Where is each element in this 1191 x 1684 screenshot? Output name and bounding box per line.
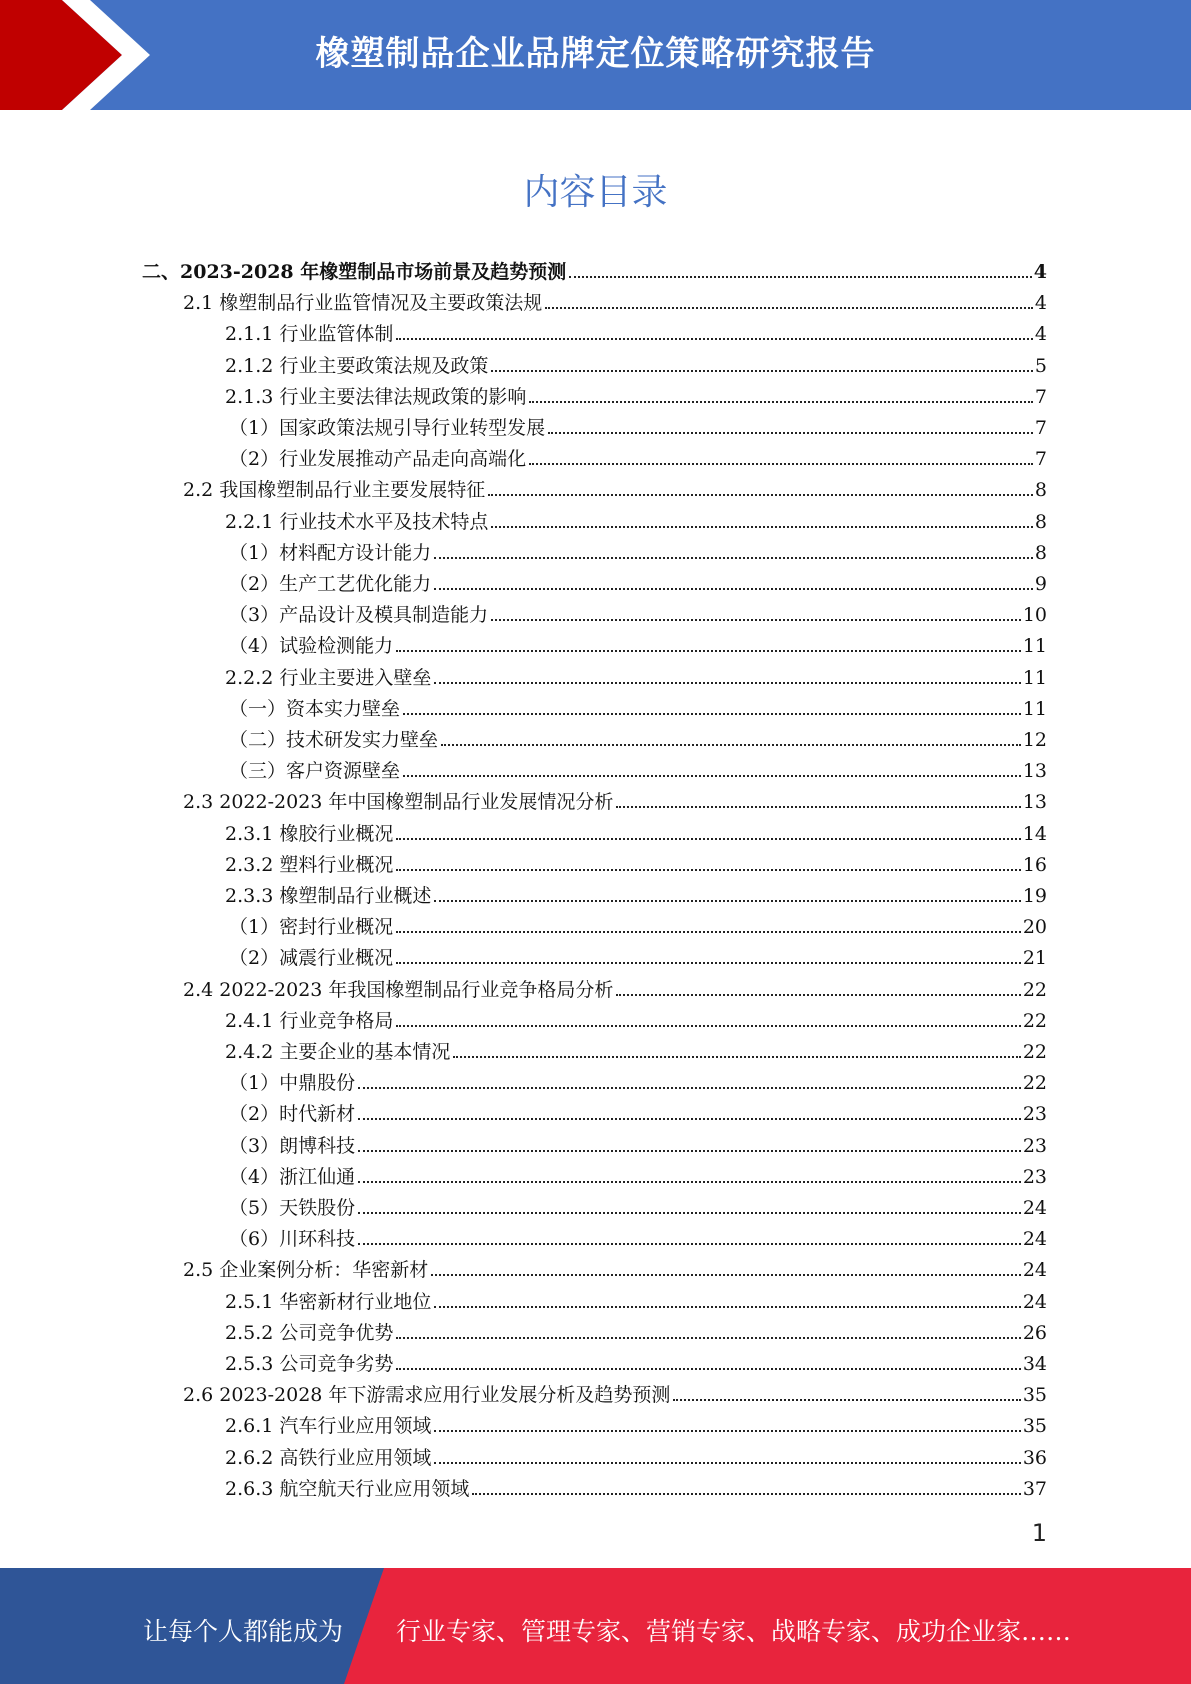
toc-entry[interactable] [229,907,1047,938]
toc-entry-label: 2.5.1 华密新材行业地位 [225,1290,432,1313]
toc-entry[interactable] [229,1188,1047,1219]
toc-leader-dots [434,1462,1020,1464]
toc-entry-label: （1）国家政策法规引导行业转型发展 [229,417,546,439]
toc-entry-label: （1）中鼎股份 [229,1072,356,1095]
toc-leader-dots [396,962,1021,964]
toc-entry[interactable] [225,502,1047,533]
toc-entry-page: 10 [1022,604,1047,627]
toc-leader-dots [431,1274,1021,1276]
toc-leader-dots [488,494,1033,496]
toc-entry[interactable] [225,314,1047,345]
toc-leader-dots [545,307,1033,309]
toc-entry-page: 24 [1022,1228,1047,1251]
toc-leader-dots [396,1025,1020,1027]
toc-entry-label: （二）技术研发实力壁垒 [229,729,439,751]
toc-entry-label: 2.5.3 公司竞争劣势 [225,1353,394,1375]
toc-entry-label: （1）材料配方设计能力 [229,541,432,564]
toc-entry-label: 2.2.1 行业技术水平及技术特点 [225,510,489,533]
toc-entry[interactable] [229,1063,1047,1094]
toc-entry-page: 37 [1022,1477,1047,1500]
toc-entry[interactable] [229,533,1047,564]
toc-entry-label: 2.1 橡塑制品行业监管情况及主要政策法规 [183,292,543,315]
toc-entry-label: （2）生产工艺优化能力 [229,573,432,595]
report-header-banner [0,0,1191,110]
toc-entry-label: 2.3.2 塑料行业概况 [225,853,394,876]
footer-slogan-right: 行业专家、管理专家、营销专家、战略专家、成功企业家…… [396,1617,1072,1646]
toc-entry-page: 35 [1022,1415,1047,1438]
toc-entry[interactable] [225,1438,1047,1469]
toc-entry-page: 24 [1022,1290,1047,1313]
toc-leader-dots [472,1493,1020,1495]
toc-entry-page: 4 [1034,292,1047,315]
toc-entry[interactable] [225,814,1047,845]
toc-entry-page: 14 [1022,822,1047,845]
toc-entry[interactable] [229,689,1047,720]
toc-leader-dots [358,1243,1021,1245]
toc-entry[interactable] [225,1406,1047,1437]
toc-entry[interactable] [225,845,1047,876]
report-title: 橡塑制品企业品牌定位策略研究报告 [315,34,876,74]
toc-entry-page: 20 [1022,916,1047,939]
toc-entry-page: 22 [1022,1041,1047,1063]
toc-leader-dots [616,994,1020,996]
toc-entry-page: 21 [1022,947,1047,970]
toc-entry[interactable] [229,564,1047,595]
toc-entry[interactable] [183,970,1047,1001]
toc-entry-label: 2.1.1 行业监管体制 [225,323,394,346]
toc-entry-page: 22 [1022,978,1047,1001]
toc-leader-dots [673,1399,1020,1401]
toc-entry-page: 8 [1034,479,1047,502]
toc-entry-label: 2.2.2 行业主要进入壁垒 [225,666,432,689]
toc-leader-dots [491,619,1021,621]
toc-leader-dots [396,650,1021,652]
toc-leader-dots [396,1368,1020,1370]
toc-entry-label: （4）试验检测能力 [229,635,394,658]
toc-leader-dots [434,1306,1020,1308]
toc-entry-label: （6）川环科技 [229,1228,356,1251]
toc-entry-label: （2）时代新材 [229,1103,356,1126]
toc-entry[interactable] [225,1282,1047,1313]
toc-entry-page: 11 [1022,666,1047,689]
toc-entry[interactable] [225,1001,1047,1032]
toc-entry[interactable] [229,1157,1047,1188]
toc-entry-page: 24 [1022,1197,1047,1219]
toc-entry-page: 34 [1022,1353,1047,1375]
toc-leader-dots [548,432,1033,434]
toc-entry-label: 2.3.3 橡塑制品行业概述 [225,885,432,907]
footer-banner [0,1568,1191,1684]
toc-entry-page: 19 [1022,885,1047,907]
toc-entry[interactable] [229,751,1047,782]
toc-entry[interactable] [183,1250,1047,1281]
toc-leader-dots [396,869,1020,871]
toc-entry-page: 7 [1034,448,1047,471]
toc-entry-label: （3）产品设计及模具制造能力 [229,604,489,627]
toc-entry[interactable] [225,1344,1047,1375]
toc-entry-label: （3）朗博科技 [229,1134,356,1157]
toc-entry-label: 2.4.2 主要企业的基本情况 [225,1041,451,1063]
toc-entry-label: 2.3 2022-2023 年中国橡塑制品行业发展情况分析 [183,791,614,814]
toc-entry-label: （一）资本实力壁垒 [229,697,401,720]
toc-entry-label: 2.6.1 汽车行业应用领域 [225,1415,432,1438]
toc-entry-page: 11 [1022,697,1047,720]
toc-leader-dots [441,744,1021,746]
toc-entry-label: 2.3.1 橡胶行业概况 [225,822,394,845]
toc-entry[interactable] [225,658,1047,689]
toc-entry-page: 22 [1022,1072,1047,1095]
toc-leader-dots [358,1181,1021,1183]
toc-entry-page: 8 [1034,541,1047,564]
toc-leader-dots [491,526,1033,528]
toc-entry-page: 22 [1022,1009,1047,1032]
toc-entry-label: （2）减震行业概况 [229,947,394,970]
toc-entry-label: 2.1.2 行业主要政策法规及政策 [225,354,489,377]
toc-leader-dots [529,463,1033,465]
toc-entry[interactable] [225,1313,1047,1344]
toc-entry[interactable] [183,782,1047,813]
toc-entry-page: 16 [1022,853,1047,876]
toc-entry-label: （2）行业发展推动产品走向高端化 [229,448,527,471]
toc-entry-page: 9 [1034,573,1047,595]
toc-entry[interactable] [229,938,1047,969]
toc-leader-dots [529,401,1033,403]
toc-entry-page: 13 [1022,760,1047,783]
toc-entry[interactable] [183,283,1047,314]
toc-entry[interactable] [229,626,1047,657]
toc-leader-dots [358,1118,1021,1120]
toc-entry[interactable] [225,1469,1047,1500]
toc-entry-label: （5）天铁股份 [229,1197,356,1219]
toc-entry-label: 2.6 2023-2028 年下游需求应用行业发展分析及趋势预测 [183,1384,671,1407]
toc-entry[interactable] [225,1032,1047,1063]
toc-leader-dots [453,1056,1020,1058]
toc-entry-label: 2.6.3 航空航天行业应用领域 [225,1477,470,1500]
toc-entry-page: 7 [1034,385,1047,408]
toc-entry-page: 23 [1022,1103,1047,1126]
toc-entry-page: 36 [1022,1446,1047,1469]
toc-entry[interactable] [225,377,1047,408]
toc-entry-page: 11 [1022,635,1047,658]
toc-leader-dots [434,557,1033,559]
toc-entry-page: 7 [1034,417,1047,439]
toc-entry[interactable] [229,1126,1047,1157]
page-number: 1 [1031,1519,1047,1547]
toc-entry-label: 二、2023-2028 年橡塑制品市场前景及趋势预测 [142,261,567,283]
toc-entry-page: 12 [1022,729,1047,751]
toc-leader-dots [569,276,1032,278]
toc-leader-dots [616,806,1020,808]
toc-entry-label: 2.4.1 行业竞争格局 [225,1009,394,1032]
toc-leader-dots [396,1337,1020,1339]
toc-entry-page: 4 [1033,261,1047,283]
footer-slogan-left: 让每个人都能成为 [143,1617,344,1646]
toc-entry-page: 35 [1022,1384,1047,1407]
toc-entry-page: 8 [1034,510,1047,533]
toc-leader-dots [396,338,1033,340]
toc-entry-label: 2.5.2 公司竞争优势 [225,1321,394,1344]
toc-entry[interactable] [229,720,1047,751]
toc-entry[interactable] [229,595,1047,626]
toc-leader-dots [358,1087,1021,1089]
toc-title: 内容目录 [523,172,668,213]
toc-entry[interactable] [142,252,1047,283]
toc-entry-label: 2.2 我国橡塑制品行业主要发展特征 [183,479,486,502]
toc-entry-label: 2.1.3 行业主要法律法规政策的影响 [225,385,527,408]
toc-leader-dots [434,588,1033,590]
toc-leader-dots [403,775,1021,777]
toc-entry-page: 23 [1022,1165,1047,1188]
toc-entry-label: （三）客户资源壁垒 [229,760,401,783]
toc-entry-page: 4 [1034,323,1047,346]
toc-entry[interactable] [229,1094,1047,1125]
toc-entry-page: 23 [1022,1134,1047,1157]
toc-entry-label: （1）密封行业概况 [229,916,394,939]
toc-entry[interactable] [225,346,1047,377]
toc-leader-dots [358,1150,1021,1152]
toc-entry-label: （4）浙江仙通 [229,1165,356,1188]
toc-leader-dots [358,1212,1021,1214]
toc-leader-dots [434,900,1020,902]
toc-entry[interactable] [229,1219,1047,1250]
toc-leader-dots [403,713,1021,715]
toc-entry[interactable] [229,408,1047,439]
toc-entry-page: 26 [1022,1321,1047,1344]
toc-leader-dots [434,682,1020,684]
toc-entry-label: 2.4 2022-2023 年我国橡塑制品行业竞争格局分析 [183,978,614,1001]
toc-leader-dots [396,931,1021,933]
toc-entry-page: 5 [1034,354,1047,377]
toc-entry[interactable] [229,439,1047,470]
toc-entry[interactable] [225,876,1047,907]
toc-entry-page: 13 [1022,791,1047,814]
toc-entry-page: 24 [1022,1259,1047,1282]
toc-entry[interactable] [183,470,1047,501]
toc-leader-dots [396,838,1020,840]
toc-entry[interactable] [183,1375,1047,1406]
toc-entry-label: 2.5 企业案例分析：华密新材 [183,1259,429,1282]
toc-entry-label: 2.6.2 高铁行业应用领域 [225,1446,432,1469]
toc-leader-dots [434,1430,1020,1432]
toc-leader-dots [491,370,1033,372]
